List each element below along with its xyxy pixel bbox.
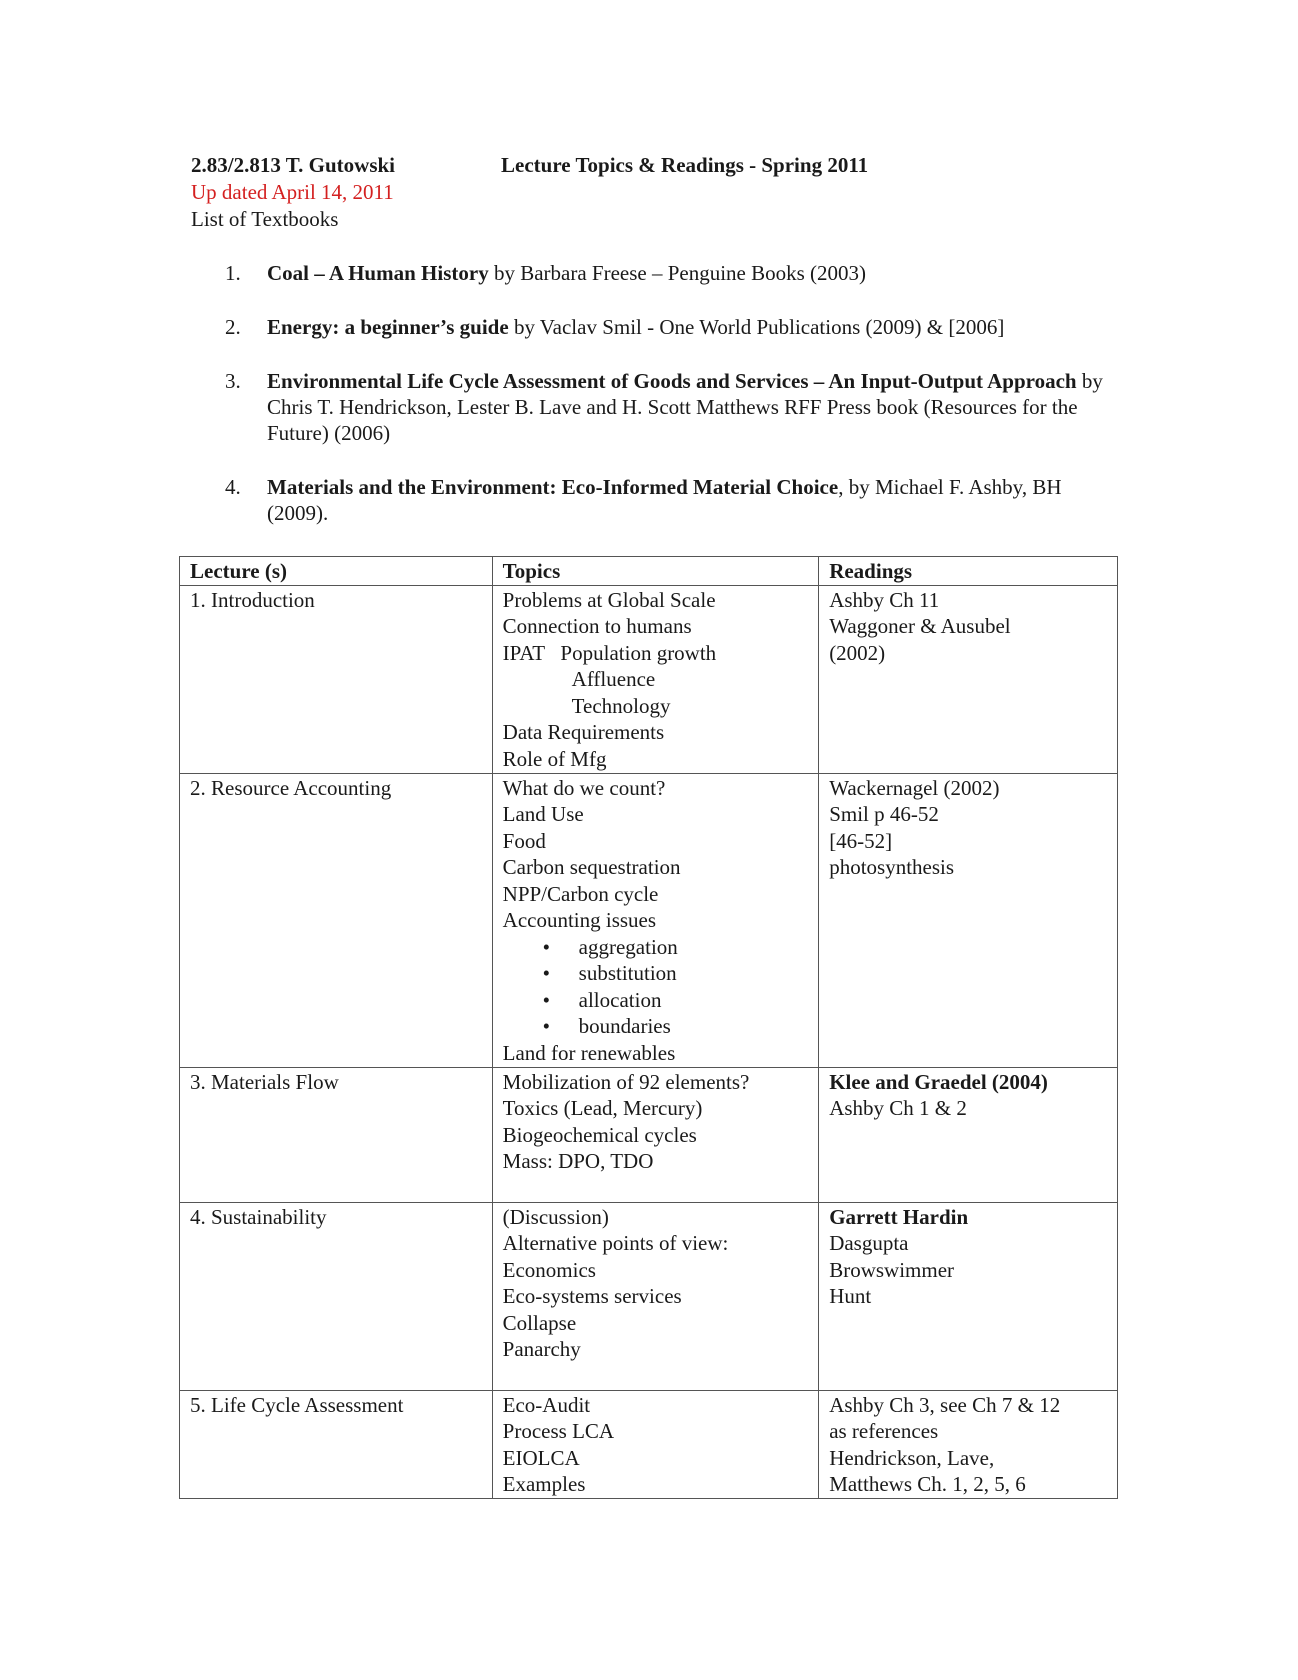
readings-cell	[819, 1390, 1118, 1498]
document-title: Lecture Topics & Readings - Spring 2011	[501, 153, 869, 177]
readings-cell	[819, 1202, 1118, 1390]
topics-cell	[492, 1390, 819, 1498]
readings-cell	[819, 585, 1118, 773]
topic-line: Affluence	[571, 667, 656, 691]
document-header	[191, 152, 1151, 233]
bullet-item: • allocation	[542, 987, 662, 1012]
topics-cell	[492, 1202, 819, 1390]
textbook-item	[225, 260, 1105, 286]
topic-line: Examples	[502, 1472, 586, 1496]
bullet-item: • substitution	[542, 961, 677, 985]
lecture-cell: 2. Resource Accounting	[180, 773, 493, 1067]
textbook-details: by Barbara Freese – Penguine Books (2003)	[488, 261, 867, 285]
topic-line: IPAT Population growth	[502, 640, 717, 665]
reading-line: Ashby Ch 1 & 2	[829, 1096, 967, 1120]
reading-line: Garrett Hardin	[829, 1204, 969, 1229]
lecture-schedule-table	[179, 556, 1118, 1499]
reading-line: [46-52]	[829, 828, 893, 853]
table-row	[180, 1390, 1118, 1498]
reading-line: Ashby Ch 11	[829, 587, 940, 612]
topic-line: Problems at Global Scale	[502, 587, 716, 612]
topics-cell	[492, 773, 819, 1067]
topic-line: EIOLCA	[502, 1445, 580, 1470]
table-row	[180, 585, 1118, 773]
textbooks-label: List of Textbooks	[191, 207, 339, 231]
column-header-topics: Topics	[492, 557, 819, 586]
textbook-number: 2.	[225, 315, 241, 339]
topic-line: Process LCA	[502, 1419, 615, 1443]
updated-date: Up dated April 14, 2011	[191, 180, 394, 204]
topic-line: Panarchy	[502, 1337, 581, 1361]
reading-line: Hendrickson, Lave,	[829, 1445, 995, 1470]
reading-line: as references	[829, 1419, 939, 1443]
textbook-number: 3.	[225, 369, 241, 393]
topic-line: Land Use	[502, 802, 584, 826]
topic-line: Data Requirements	[502, 720, 665, 744]
column-header-readings: Readings	[819, 557, 1118, 586]
textbook-item	[225, 314, 1105, 340]
lecture-cell: 1. Introduction	[180, 585, 493, 773]
topic-line: Biogeochemical cycles	[502, 1122, 697, 1147]
reading-line: photosynthesis	[829, 855, 955, 879]
topic-line: Mass: DPO, TDO	[502, 1149, 654, 1173]
readings-cell	[819, 1067, 1118, 1202]
topic-line: Role of Mfg	[502, 746, 607, 771]
reading-line: Smil p 46-52	[829, 802, 939, 826]
textbook-title: Energy: a beginner’s guide	[267, 315, 509, 339]
lecture-cell: 4. Sustainability	[180, 1202, 493, 1390]
table-row	[180, 1067, 1118, 1202]
reading-line: Waggoner & Ausubel	[829, 614, 1011, 638]
textbook-item	[225, 474, 1105, 526]
textbook-list	[225, 260, 1105, 554]
reading-line: Ashby Ch 3, see Ch 7 & 12	[829, 1392, 1061, 1417]
topic-line: Accounting issues	[502, 908, 657, 932]
textbook-title: Materials and the Environment: Eco-Informed Material Choice	[267, 475, 839, 499]
textbook-item	[225, 368, 1105, 446]
topic-line: Mobilization of 92 elements?	[502, 1069, 750, 1094]
lecture-cell: 3. Materials Flow	[180, 1067, 493, 1202]
topic-line: (Discussion)	[502, 1204, 609, 1229]
textbook-details: by Vaclav Smil - One World Publications (2009) & [2006]	[508, 315, 1005, 339]
textbook-title: Coal – A Human History	[267, 261, 489, 285]
textbook-details: , by Michael F. Ashby, BH (2009).	[267, 475, 1062, 525]
table-row	[180, 1202, 1118, 1390]
topics-cell	[492, 585, 819, 773]
bullet-item: • boundaries	[542, 1014, 671, 1038]
textbook-title: Environmental Life Cycle Assessment of Goods and Services – An Input-Output Approach	[267, 369, 1077, 393]
table-row	[180, 773, 1118, 1067]
topic-line: Connection to humans	[502, 614, 692, 638]
reading-line: Wackernagel (2002)	[829, 775, 1000, 800]
topic-line: Eco-Audit	[502, 1392, 591, 1417]
textbook-number: 1.	[225, 261, 241, 285]
topic-line: Food	[502, 828, 546, 853]
textbook-details: by Chris T. Hendrickson, Lester B. Lave and H. Scott Matthews RFF Press book (Resources for the Future) (2006)	[267, 369, 1103, 445]
column-header-lecture: Lecture (s)	[180, 557, 493, 586]
topic-line: Carbon sequestration	[502, 855, 681, 879]
textbook-number: 4.	[225, 475, 241, 499]
reading-line: Matthews Ch. 1, 2, 5, 6	[829, 1472, 1026, 1496]
topics-cell	[492, 1067, 819, 1202]
topic-line: Technology	[571, 693, 671, 718]
reading-line: Browswimmer	[829, 1257, 955, 1282]
lecture-cell: 5. Life Cycle Assessment	[180, 1390, 493, 1498]
bullet-item: • aggregation	[542, 934, 678, 959]
topic-line: Collapse	[502, 1310, 577, 1335]
readings-cell	[819, 773, 1118, 1067]
topic-line: Toxics (Lead, Mercury)	[502, 1096, 703, 1120]
reading-line: Dasgupta	[829, 1231, 909, 1255]
topic-line: Eco-systems services	[502, 1284, 682, 1308]
reading-line: Klee and Graedel (2004)	[829, 1069, 1048, 1094]
topic-line: NPP/Carbon cycle	[502, 881, 659, 906]
topic-line: Alternative points of view:	[502, 1231, 729, 1255]
topic-line: Land for renewables	[502, 1040, 676, 1065]
topic-line: Economics	[502, 1257, 596, 1282]
table-header-row	[180, 557, 1118, 586]
reading-line: Hunt	[829, 1284, 872, 1308]
reading-line: (2002)	[829, 640, 886, 665]
course-code: 2.83/2.813 T. Gutowski	[191, 153, 396, 177]
topic-line: What do we count?	[502, 775, 666, 800]
